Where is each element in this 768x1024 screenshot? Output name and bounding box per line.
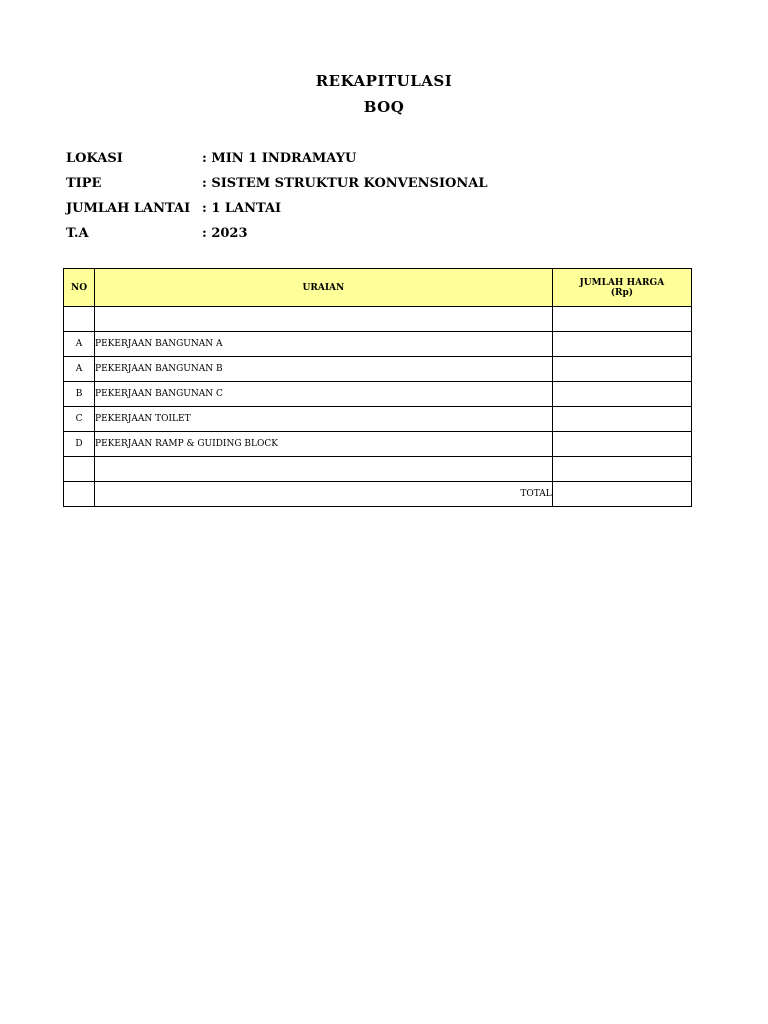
cell-uraian: PEKERJAAN BANGUNAN C <box>95 382 553 407</box>
table-row <box>64 332 692 357</box>
info-label: LOKASI <box>66 151 123 166</box>
info-value: : SISTEM STRUKTUR KONVENSIONAL <box>202 176 488 191</box>
total-label: TOTAL <box>95 482 553 507</box>
cell-uraian: PEKERJAAN BANGUNAN B <box>95 357 553 382</box>
table-row <box>64 357 692 382</box>
info-label: JUMLAH LANTAI <box>66 201 191 216</box>
info-row-ta <box>66 221 487 246</box>
info-value: : MIN 1 INDRAMAYU <box>202 151 357 166</box>
cell-no: A <box>64 357 95 382</box>
total-value <box>552 482 691 507</box>
document-subtitle: BOQ <box>363 98 405 116</box>
table-row <box>64 457 692 482</box>
cell-uraian: PEKERJAAN TOILET <box>95 407 553 432</box>
document-title: REKAPITULASI <box>315 72 453 90</box>
info-value: : 2023 <box>202 226 248 241</box>
cell-no <box>64 307 95 332</box>
cell-no: B <box>64 382 95 407</box>
table-header-row <box>64 269 692 307</box>
cell-uraian: PEKERJAAN BANGUNAN A <box>95 332 553 357</box>
cell-no: C <box>64 407 95 432</box>
table-row <box>64 432 692 457</box>
cell-harga <box>552 332 691 357</box>
project-info <box>66 146 487 246</box>
cell-no <box>64 482 95 507</box>
cell-no: D <box>64 432 95 457</box>
cell-uraian: PEKERJAAN RAMP & GUIDING BLOCK <box>95 432 553 457</box>
cell-harga <box>552 307 691 332</box>
boq-table <box>63 268 692 507</box>
info-row-tipe <box>66 171 487 196</box>
cell-harga <box>552 457 691 482</box>
table-row <box>64 382 692 407</box>
cell-no: A <box>64 332 95 357</box>
info-label: TIPE <box>66 176 102 191</box>
cell-uraian <box>95 307 553 332</box>
cell-harga <box>552 357 691 382</box>
header-no: NO <box>64 269 95 307</box>
header-uraian: URAIAN <box>95 269 553 307</box>
cell-uraian <box>95 457 553 482</box>
header-harga-line2: (Rp) <box>610 287 634 298</box>
header-harga-line1: JUMLAH HARGA <box>579 277 665 288</box>
info-row-lokasi <box>66 146 487 171</box>
info-row-jumlah-lantai <box>66 196 487 221</box>
cell-harga <box>552 407 691 432</box>
info-value: : 1 LANTAI <box>202 201 282 216</box>
table-row <box>64 307 692 332</box>
table-row <box>64 407 692 432</box>
total-row <box>64 482 692 507</box>
cell-harga <box>552 432 691 457</box>
cell-no <box>64 457 95 482</box>
info-label: T.A <box>66 226 89 241</box>
header-jumlah-harga <box>552 269 691 307</box>
cell-harga <box>552 382 691 407</box>
